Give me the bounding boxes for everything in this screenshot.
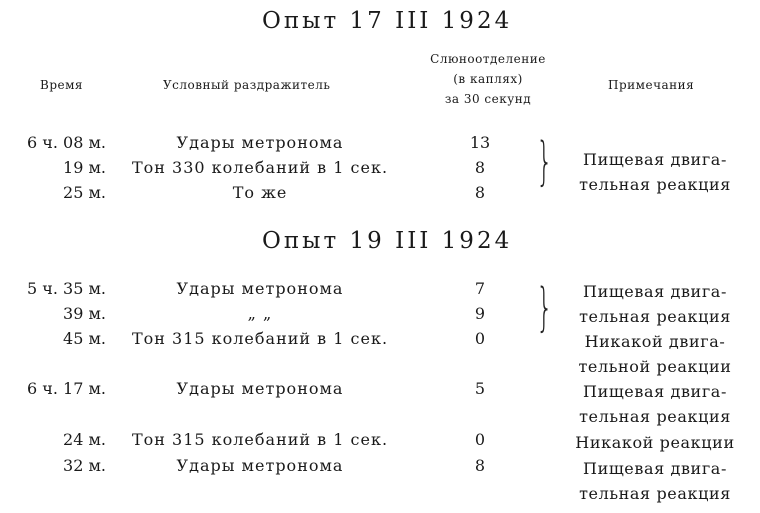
exp2-row1-drops: 7 <box>474 279 486 298</box>
exp1-row3-drops: 8 <box>474 183 486 202</box>
exp2-row5-drops: 0 <box>474 430 486 449</box>
exp2-note2-line1: Никакой двига- <box>584 332 726 351</box>
exp2-note4-line1: Никакой реакции <box>575 433 735 452</box>
exp1-row2-time: 19 м. <box>63 158 106 177</box>
exp2-row4-time: 6 ч. 17 м. <box>27 379 106 398</box>
exp2-row3-stimulus: Тон 315 колебаний в 1 сек. <box>131 329 389 348</box>
exp1-row1-stimulus: Удары метронома <box>176 133 344 152</box>
exp2-note5-line2: тельная реакция <box>579 484 731 503</box>
exp1-note-line2: тельная реакция <box>579 175 731 194</box>
exp2-row4-drops: 5 <box>474 379 486 398</box>
exp2-row1-stimulus: Удары метронома <box>176 279 344 298</box>
exp2-row2-drops: 9 <box>474 304 486 323</box>
exp1-row3-stimulus: То же <box>232 183 288 202</box>
exp2-brace: } <box>536 278 553 338</box>
exp2-row6-stimulus: Удары метронома <box>176 456 344 475</box>
exp1-row1-time: 6 ч. 08 м. <box>27 133 106 152</box>
exp2-row5-time: 24 м. <box>63 430 106 449</box>
exp2-row3-drops: 0 <box>474 329 486 348</box>
exp2-note2-line2: тельной реакции <box>578 357 732 376</box>
exp1-note-line1: Пищевая двига- <box>583 150 727 169</box>
exp2-note3-line1: Пищевая двига- <box>583 382 727 401</box>
exp2-row1-time: 5 ч. 35 м. <box>27 279 106 298</box>
exp2-row5-stimulus: Тон 315 колебаний в 1 сек. <box>131 430 389 449</box>
exp2-note5-line1: Пищевая двига- <box>583 459 727 478</box>
header-drops-line3: за 30 секунд <box>444 92 532 106</box>
exp1-row1-drops: 13 <box>469 133 491 152</box>
header-drops-line2: (в каплях) <box>453 72 523 86</box>
header-time: Время <box>40 78 84 92</box>
exp2-row3-time: 45 м. <box>63 329 106 348</box>
exp1-row3-time: 25 м. <box>63 183 106 202</box>
header-drops-line1: Слюноотделение <box>430 52 546 66</box>
experiment-2-title: Опыт 19 III 1924 <box>262 228 513 254</box>
exp1-brace: } <box>536 132 553 192</box>
exp2-row6-drops: 8 <box>474 456 486 475</box>
exp2-row6-time: 32 м. <box>63 456 106 475</box>
exp2-note3-line2: тельная реакция <box>579 407 731 426</box>
experiment-1-title: Опыт 17 III 1924 <box>262 8 513 34</box>
exp1-row2-drops: 8 <box>474 158 486 177</box>
exp2-note1-line1: Пищевая двига- <box>583 282 727 301</box>
exp1-row2-stimulus: Тон 330 колебаний в 1 сек. <box>131 158 389 177</box>
exp2-row2-time: 39 м. <box>63 304 106 323</box>
header-notes: Примечания <box>608 78 695 92</box>
exp2-row2-stimulus: „ „ <box>247 304 273 323</box>
header-stimulus: Условный раздражитель <box>163 78 331 92</box>
exp2-note1-line2: тельная реакция <box>579 307 731 326</box>
exp2-row4-stimulus: Удары метронома <box>176 379 344 398</box>
